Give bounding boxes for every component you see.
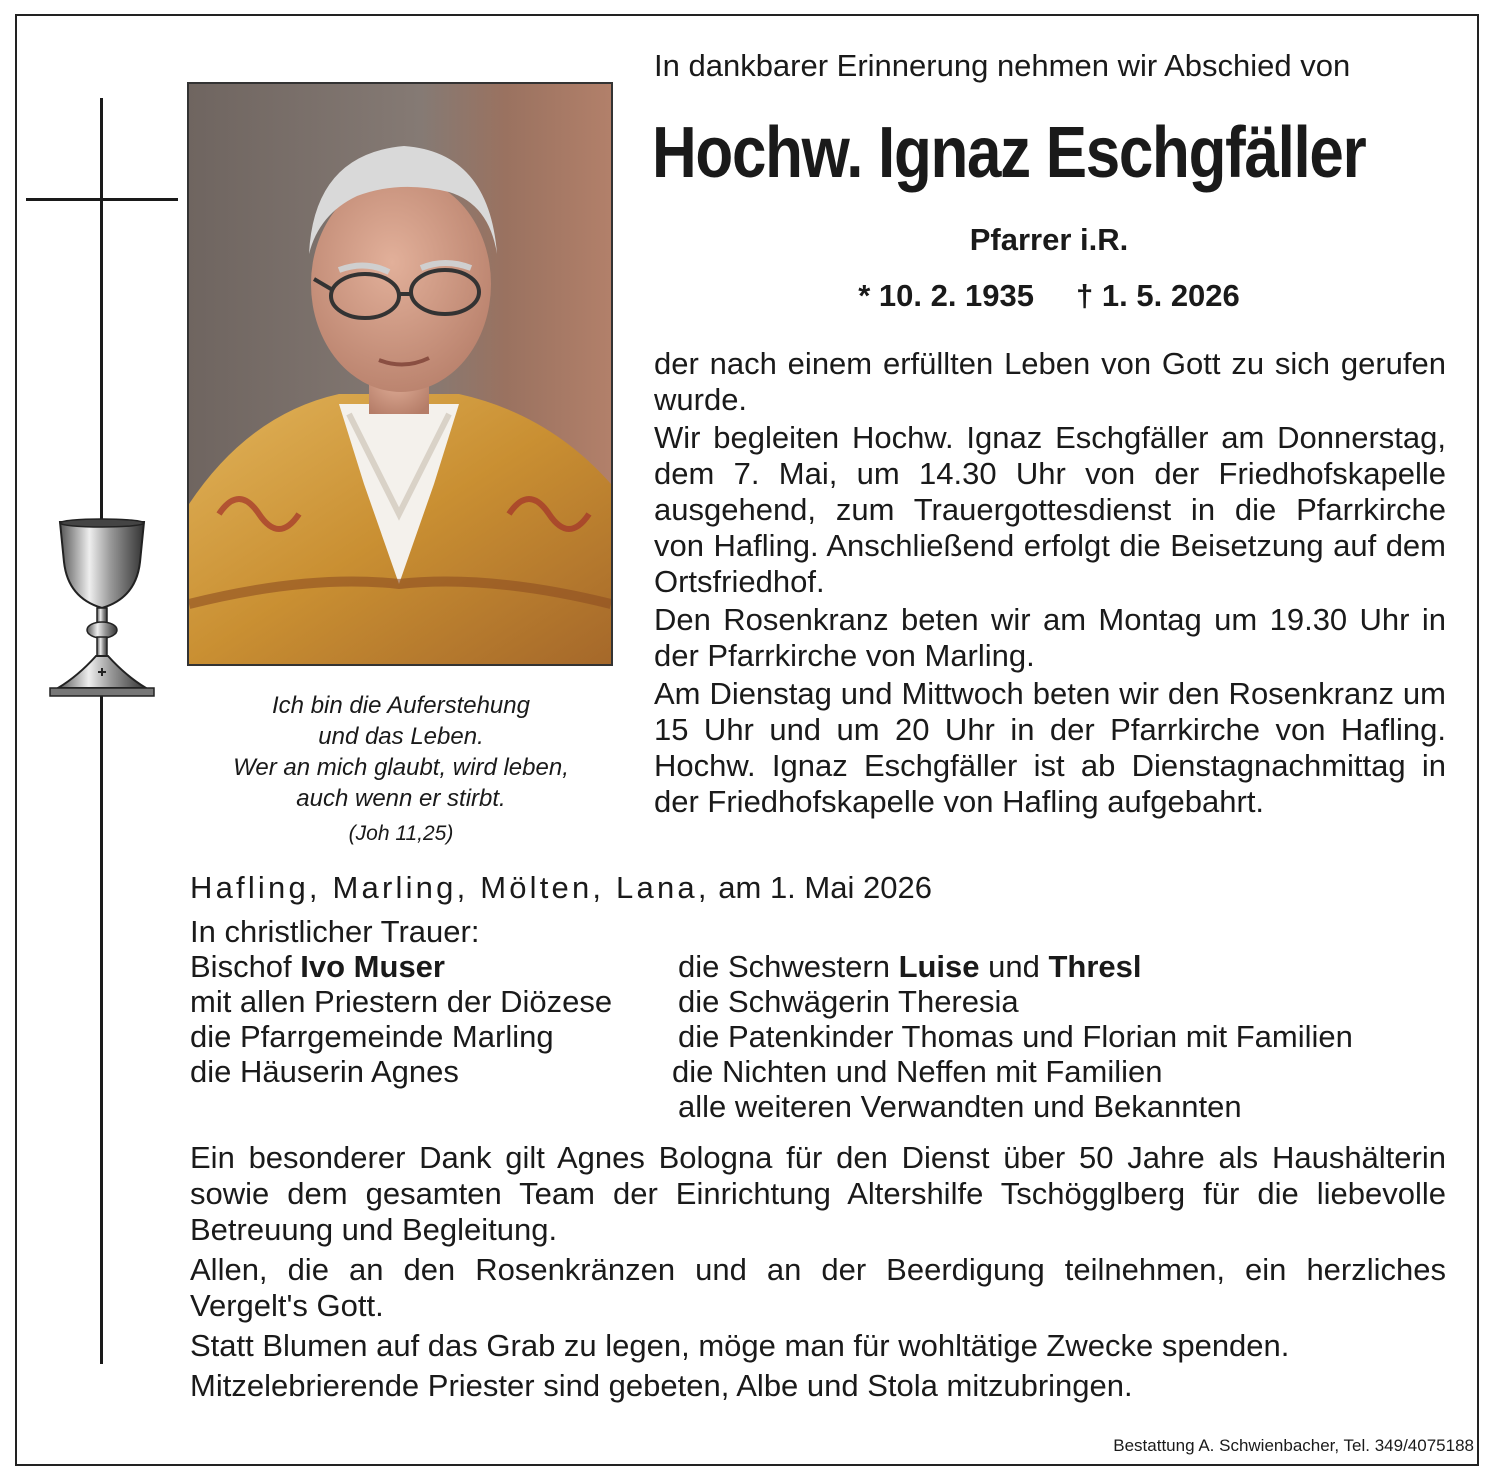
sister-1: Luise	[898, 949, 980, 984]
announcement-text	[654, 346, 1446, 820]
sisters-and: und	[979, 949, 1049, 984]
mourner-priests: mit allen Priestern der Diözese	[190, 984, 613, 1019]
cross-horizontal-bar	[26, 198, 178, 201]
quote-line-1: Ich bin die Auferstehung	[272, 692, 530, 719]
mourning-header: In christlicher Trauer:	[190, 914, 480, 949]
quote-line-2: und das Leben.	[318, 723, 484, 750]
funeral-home-footer: Bestattung A. Schwienbacher, Tel. 349/4075188	[1113, 1436, 1474, 1455]
mourner-housekeeper: die Häuserin Agnes	[190, 1054, 459, 1089]
deceased-title: Pfarrer i.R.	[969, 222, 1129, 257]
life-dates	[654, 278, 1444, 314]
thanks-paragraph: Ein besonderer Dank gilt Agnes Bologna für den Dienst über 50 Jahre als Haushälterin sowie dem gesamten Team der Einrichtung Altershilfe Tschögglberg für die liebevolle Betreuung und Begleitung.	[190, 1140, 1446, 1247]
mourner-godchildren: die Patenkinder Thomas und Florian mit Familien	[678, 1019, 1353, 1054]
gratitude-paragraph: Allen, die an den Rosenkränzen und an der Beerdigung teilnehmen, ein herzliches Vergelt's Gott.	[190, 1252, 1446, 1323]
bishop-prefix: Bischof	[190, 949, 301, 984]
mourner-parish: die Pfarrgemeinde Marling	[190, 1019, 554, 1054]
bishop-name: Ivo Muser	[300, 949, 445, 984]
cross-vertical-bar	[100, 98, 103, 1364]
sister-2: Thresl	[1048, 949, 1142, 984]
mourner-sisters	[678, 949, 1142, 984]
priests-paragraph: Mitzelebrierende Priester sind gebeten, Albe und Stola mitzubringen.	[190, 1368, 1133, 1403]
quote-reference: (Joh 11,25)	[348, 822, 454, 845]
mourner-others: alle weiteren Verwandten und Bekannten	[678, 1089, 1242, 1124]
paragraph: Den Rosenkranz beten wir am Montag um 19.30 Uhr in der Pfarrkirche von Marling.	[654, 602, 1446, 673]
notice-date: am 1. Mai 2026	[718, 870, 932, 905]
death-date: † 1. 5. 2026	[1076, 278, 1240, 313]
quote-line-3: Wer an mich glaubt, wird leben,	[233, 754, 569, 781]
portrait-illustration	[189, 84, 611, 664]
places: Hafling, Marling, Mölten, Lana,	[190, 870, 710, 905]
birth-date: * 10. 2. 1935	[858, 278, 1035, 313]
deceased-name: Hochw. Ignaz Eschgfäller	[652, 113, 1366, 193]
sisters-prefix: die Schwestern	[678, 949, 899, 984]
paragraph: Am Dienstag und Mittwoch beten wir den Rosenkranz um 15 Uhr und um 20 Uhr in der Pfarrkirche von Hafling. Hochw. Ignaz Eschgfäller ist ab Dienstagnachmittag in der Friedhofskapelle von Hafling aufgebahrt.	[654, 676, 1446, 819]
donation-paragraph: Statt Blumen auf das Grab zu legen, möge man für wohltätige Zwecke spenden.	[190, 1328, 1290, 1363]
bible-quote	[190, 690, 612, 849]
paragraph: Wir begleiten Hochw. Ignaz Eschgfäller am Donnerstag, dem 7. Mai, um 14.30 Uhr von der Friedhofskapelle ausgehend, zum Trauergottesdienst in die Pfarrkirche von Hafling. Anschließend erfolgt die Beisetzung auf dem Ortsfriedhof.	[654, 420, 1446, 599]
closing-text	[190, 1140, 1446, 1404]
place-and-date	[190, 870, 932, 906]
paragraph: der nach einem erfüllten Leben von Gott zu sich gerufen wurde.	[654, 346, 1446, 417]
quote-line-4: auch wenn er stirbt.	[296, 785, 506, 812]
chalice-icon	[48, 516, 158, 706]
mourners-list	[190, 914, 1353, 1124]
mourner-nieces: die Nichten und Neffen mit Familien	[672, 1054, 1163, 1089]
mourner-sister-in-law: die Schwägerin Theresia	[678, 984, 1019, 1019]
portrait-photo	[187, 82, 613, 666]
intro-line: In dankbarer Erinnerung nehmen wir Abschied von	[654, 48, 1351, 83]
mourner-bishop	[190, 949, 678, 984]
